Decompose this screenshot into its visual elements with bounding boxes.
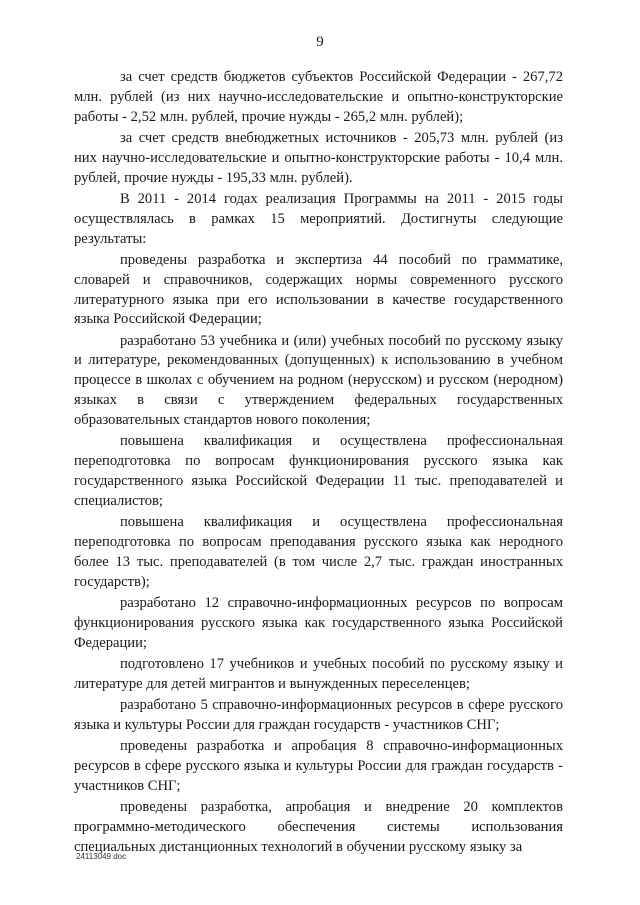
- paragraph: за счет средств бюджетов субъектов Российской Федерации - 267,72 млн. рублей (из них научно-исследовательские и опытно-конструкторские работы - 2,52 млн. рублей, прочие нужды - 265,2 млн. рублей);: [74, 69, 563, 125]
- paragraph: проведены разработка и апробация 8 справочно-информационных ресурсов в сфере русского языка и культуры России для граждан государств - участников СНГ;: [74, 737, 563, 794]
- paragraph: за счет средств внебюджетных источников - 205,73 млн. рублей (из них научно-исследовательские и опытно-конструкторские работы - 10,4 млн. рублей, прочие нужды - 195,33 млн. рублей).: [74, 129, 563, 186]
- paragraph: проведены разработка и экспертиза 44 пособий по грамматике, словарей и справочников, содержащих нормы современного русского литературного языка при его использовании в качестве государственного языка Российской Федерации;: [74, 251, 563, 328]
- paragraph: проведены разработка, апробация и внедрение 20 комплектов программно-методического обеспечения системы использования специальных дистанционных технологий в обучении русскому языку за: [74, 798, 563, 855]
- paragraph: разработано 53 учебника и (или) учебных пособий по русскому языку и литературе, рекомендованных (допущенных) к использованию в учебном процессе в школах с обучением на родном (нерусском) и русском (неродном) языках в связи с утверждением федеральных государственных образовательных стандартов нового поколения;: [74, 332, 563, 429]
- paragraph: разработано 12 справочно-информационных ресурсов по вопросам функционирования русского языка как государственного языка Российской Федерации;: [74, 594, 563, 651]
- paragraph: разработано 5 справочно-информационных ресурсов в сфере русского языка и культуры России для граждан государств - участников СНГ;: [74, 696, 563, 733]
- paragraph: подготовлено 17 учебников и учебных пособий по русскому языку и литературе для детей мигрантов и вынужденных переселенцев;: [74, 655, 563, 692]
- paragraph: В 2011 - 2014 годах реализация Программы на 2011 - 2015 годы осуществлялась в рамках 15 мероприятий. Достигнуты следующие результаты:: [74, 190, 563, 247]
- document-body: [74, 68, 563, 859]
- paragraph: повышена квалификация и осуществлена профессиональная переподготовка по вопросам преподавания русского языка как неродного более 13 тыс. преподавателей (в том числе 2,7 тыс. граждан иностранных государств);: [74, 514, 563, 590]
- paragraph: повышена квалификация и осуществлена профессиональная переподготовка по вопросам функционирования русского языка как государственного языка Российской Федерации 11 тыс. преподавателей и специалистов;: [74, 433, 563, 509]
- file-code-footer: 24113049.doc: [76, 852, 127, 861]
- page-number: 9: [316, 34, 324, 50]
